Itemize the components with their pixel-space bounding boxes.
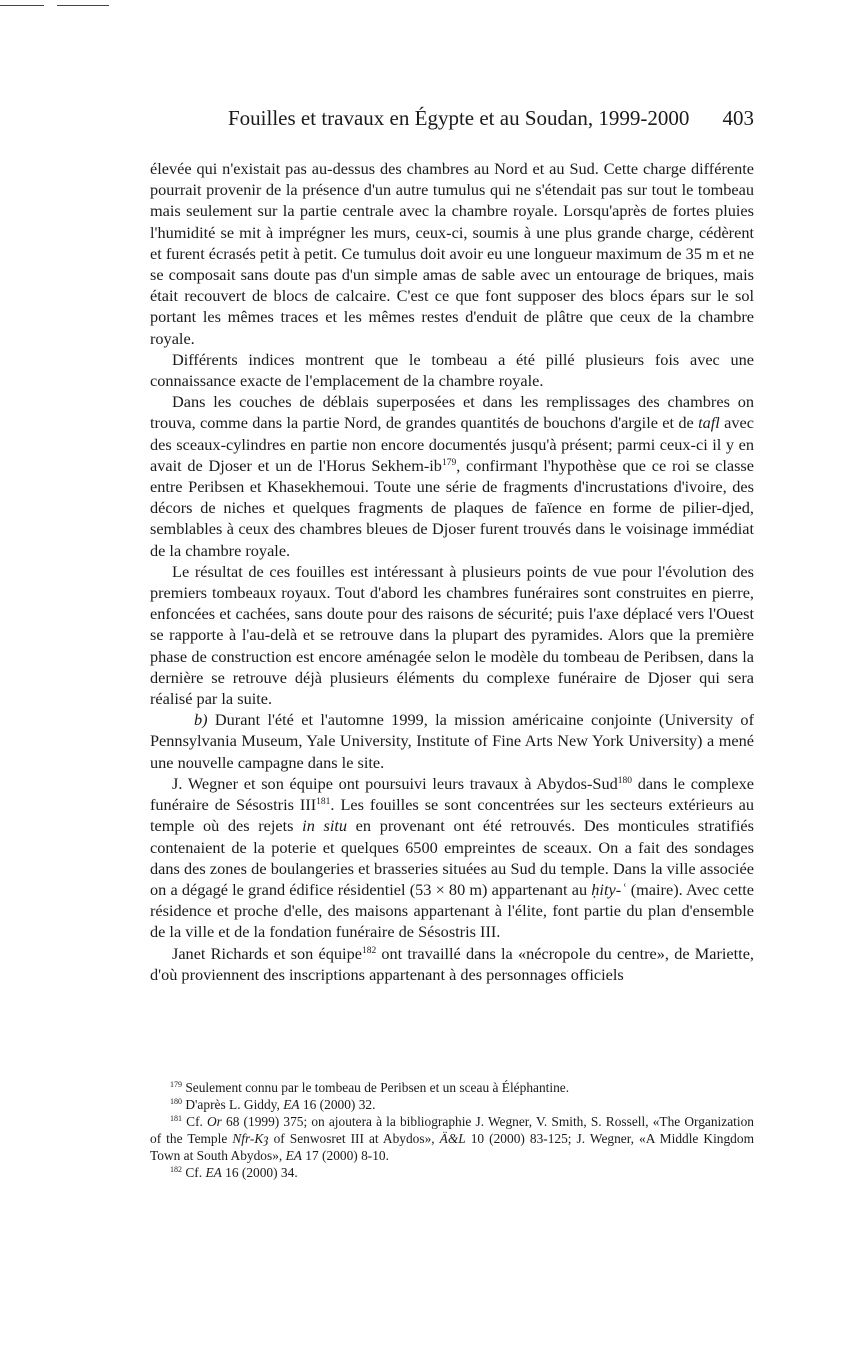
paragraph-3 bbox=[150, 391, 754, 561]
paragraph-3-text-c: , confirmant l'hypothèse que ce roi se classe entre Peribsen et Khasekhemoui. Toute une série de fragments d'incrustations d'ivoire, des décors de niches et quelques fragments de plaques de faïence en forme de pilier-djed, semblables à ceux des chambres bleues de Djoser furent trouvés dans le voisinage immédiat de la chambre royale. bbox=[150, 455, 754, 560]
footnote-ref-180: 180 bbox=[617, 775, 632, 786]
journal-abbrev: EA bbox=[205, 1165, 222, 1180]
paragraph-6-text-b: dans le complexe funéraire de Sésostris III bbox=[150, 773, 754, 815]
footnote-number: 181 bbox=[170, 1114, 182, 1123]
paragraph-6-text-d: en provenant ont été retrouvés. Des monticules stratifiés contenaient de la poterie et quelques 6500 empreintes de sceaux. On a fait des sondages dans des zones de boulangeries et brasseries situées au Sud du temple. Dans la ville associée on a dégagé le grand édifice résidentiel (53 × 80 m) appartenant au bbox=[150, 816, 754, 899]
footnote-180 bbox=[150, 1096, 754, 1113]
temple-name: Nfr-Kȝ bbox=[232, 1131, 269, 1146]
running-head bbox=[150, 106, 754, 136]
footnote-text: 16 (2000) 34. bbox=[221, 1165, 298, 1180]
term-hity: ḥity-ʿ bbox=[591, 879, 627, 899]
paragraph-1: élevée qui n'existait pas au-dessus des chambres au Nord et au Sud. Cette charge différente pourrait provenir de la présence d'un autre tumulus qui ne s'étendait pas sur tout le tombeau mais seulement sur la partie centrale avec la chambre royale. Lorsqu'après de fortes pluies l'humidité se mit à imprégner les murs, ceux-ci, soumis à une plus grande charge, cédèrent et furent écrasés petit à petit. Ce tumulus doit avoir eu une longueur maximum de 35 m et ne se composait sans doute pas d'un simple amas de sable avec un entourage de briques, mais était recouvert de blocs de calcaire. C'est ce que font supposer des blocs épars sur le sol portant les mêmes traces et les mêmes restes d'enduit de plâtre que ceux de la chambre royale. bbox=[150, 159, 754, 348]
term-in-situ: in situ bbox=[302, 816, 348, 836]
paragraph-6-text-e: (maire). Avec cette résidence et proche d'elle, des maisons appartenant à l'élite, font partie du plan d'ensemble de la ville et de la fondation funéraire de Sésostris III. bbox=[150, 879, 754, 942]
running-title: Fouilles et travaux en Égypte et au Soudan, 1999-2000 bbox=[228, 106, 690, 130]
paragraph-3-text-a: Dans les couches de déblais superposées et dans les remplissages des chambres on trouva, comme dans la partie Nord, de grandes quantités de bouchons d'argile et de bbox=[150, 392, 754, 433]
footnote-text: of Senwosret III at Abydos», bbox=[268, 1131, 440, 1146]
paragraph-6-text-a: J. Wegner et son équipe ont poursuivi leurs travaux à Abydos-Sud bbox=[172, 773, 618, 793]
footnote-text: 68 (1999) 375; on ajoutera à la bibliographie J. Wegner, V. Smith, S. Rossell, «The Organization of the Temple bbox=[150, 1114, 754, 1146]
paragraph-5 bbox=[150, 709, 754, 773]
journal-abbrev: EA bbox=[283, 1097, 300, 1112]
footnote-text: Seulement connu par le tombeau de Peribsen et un sceau à Éléphantine. bbox=[182, 1080, 570, 1095]
term-tafl: tafl bbox=[698, 413, 720, 433]
paragraph-6 bbox=[150, 773, 754, 943]
footnote-182 bbox=[150, 1164, 754, 1181]
footnote-text: Cf. bbox=[182, 1165, 206, 1180]
footnote-text: D'après L. Giddy, bbox=[182, 1097, 284, 1112]
journal-abbrev: EA bbox=[285, 1148, 302, 1163]
paragraph-5-text: Durant l'été et l'automne 1999, la mission américaine conjointe (University of Pennsylvania Museum, Yale University, Institute of Fine Arts New York University) a mené une nouvelle campagne dans le site. bbox=[150, 710, 754, 772]
paragraph-7-text-a: Janet Richards et son équipe bbox=[172, 943, 362, 963]
footnote-text: 16 (2000) 32. bbox=[299, 1097, 376, 1112]
paragraph-4: Le résultat de ces fouilles est intéressant à plusieurs points de vue pour l'évolution des premiers tombeaux royaux. Tout d'abord les chambres funéraires sont construites en pierre, enfoncées et cachées, sans doute pour des raisons de sécurité; puis l'axe déplacé vers l'Ouest se rapporte à l'au-delà et se retrouve dans la plupart des pyramides. Alors que la première phase de construction est encore aménagée selon le modèle du tombeau de Peribsen, dans la dernière se retrouve déjà plusieurs éléments du complexe funéraire de Djoser qui sera réalisé par la suite. bbox=[150, 561, 754, 709]
footnote-text: 10 (2000) 83-125; J. Wegner, «A Middle Kingdom Town at South Abydos», bbox=[150, 1131, 754, 1163]
paragraph-2: Différents indices montrent que le tombeau a été pillé plusieurs fois avec une connaissance exacte de l'emplacement de la chambre royale. bbox=[150, 349, 754, 391]
footnote-text: Cf. bbox=[182, 1114, 208, 1129]
footnote-179 bbox=[150, 1079, 754, 1096]
journal-abbrev: Or bbox=[207, 1114, 222, 1129]
paragraph-7 bbox=[150, 943, 754, 985]
paragraph-6-text-c: . Les fouilles se sont concentrées sur les secteurs extérieurs au temple où des rejets bbox=[150, 795, 754, 836]
body-text bbox=[150, 158, 754, 985]
page-number: 403 bbox=[722, 106, 754, 130]
footnote-number: 179 bbox=[170, 1080, 182, 1089]
paragraph-7-text-b: ont travaillé dans la «nécropole du centre», de Mariette, d'où proviennent des inscriptions appartenant à des personnages officiels bbox=[150, 943, 754, 984]
journal-abbrev: Ä&L bbox=[439, 1131, 466, 1146]
paragraph-3-text-b: avec des sceaux-cylindres en partie non encore documentés jusqu'à présent; parmi ceux-ci il y en avait de Djoser et un de l'Horus Sekhem-ib bbox=[150, 413, 754, 475]
section-label-b: b) bbox=[194, 710, 208, 730]
corner-rule-left bbox=[0, 5, 44, 6]
footnote-ref-182: 182 bbox=[361, 945, 377, 956]
footnote-181 bbox=[150, 1113, 754, 1164]
footnote-number: 182 bbox=[170, 1165, 182, 1174]
footnote-ref-181: 181 bbox=[316, 797, 331, 808]
footnotes bbox=[150, 1079, 754, 1181]
footnote-ref-179: 179 bbox=[441, 457, 457, 468]
footnote-number: 180 bbox=[170, 1097, 182, 1106]
footnote-text: 17 (2000) 8-10. bbox=[301, 1148, 389, 1163]
corner-rule-right bbox=[57, 5, 109, 6]
